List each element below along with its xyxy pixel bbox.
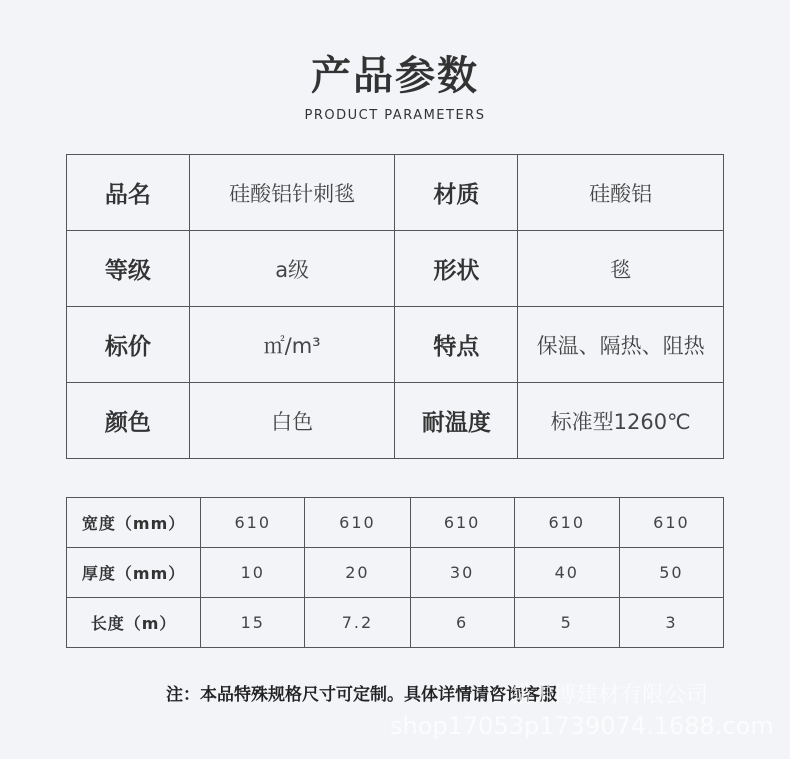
- param-key: 品名: [67, 155, 190, 231]
- page-title: 产品参数: [311, 53, 479, 99]
- spec-value: 610: [619, 498, 723, 548]
- param-value: 毯: [518, 231, 724, 307]
- param-key: 耐温度: [395, 383, 518, 459]
- param-key: 形状: [395, 231, 518, 307]
- param-key: 特点: [395, 307, 518, 383]
- specs-table: [66, 497, 724, 648]
- table-row: [67, 155, 724, 231]
- param-key: 等级: [67, 231, 190, 307]
- param-key: 材质: [395, 155, 518, 231]
- param-key: 颜色: [67, 383, 190, 459]
- parameters-table: [66, 154, 724, 459]
- spec-value: 610: [305, 498, 410, 548]
- spec-value: 40: [514, 548, 619, 598]
- param-value: 标准型1260℃: [518, 383, 724, 459]
- param-value: 保温、隔热、阻热: [518, 307, 724, 383]
- spec-label: 厚度（mm）: [67, 548, 201, 598]
- page-subtitle: PRODUCT PARAMETERS: [304, 108, 486, 123]
- spec-value: 15: [201, 598, 305, 648]
- table-row: [67, 231, 724, 307]
- spec-value: 10: [201, 548, 305, 598]
- spec-value: 30: [410, 548, 514, 598]
- table-row: [67, 598, 724, 648]
- table-row: [67, 498, 724, 548]
- table-row: [67, 548, 724, 598]
- custom-size-note: 注：本品特殊规格尺寸可定制。具体详情请咨询客服: [166, 685, 557, 705]
- spec-value: 20: [305, 548, 410, 598]
- spec-label: 宽度（mm）: [67, 498, 201, 548]
- param-value: ㎡/m³: [189, 307, 395, 383]
- watermark-url: shop17053p1739074.1688.com: [390, 712, 774, 740]
- param-value: 白色: [189, 383, 395, 459]
- spec-value: 610: [201, 498, 305, 548]
- table-row: [67, 383, 724, 459]
- spec-value: 610: [514, 498, 619, 548]
- spec-label: 长度（m）: [67, 598, 201, 648]
- spec-value: 610: [410, 498, 514, 548]
- spec-value: 5: [514, 598, 619, 648]
- param-value: a级: [189, 231, 395, 307]
- watermark-company: 猎卡博建材有限公司: [510, 683, 709, 708]
- param-key: 标价: [67, 307, 190, 383]
- spec-value: 3: [619, 598, 723, 648]
- spec-value: 6: [410, 598, 514, 648]
- spec-value: 7.2: [305, 598, 410, 648]
- param-value: 硅酸铝针刺毯: [189, 155, 395, 231]
- param-value: 硅酸铝: [518, 155, 724, 231]
- table-row: [67, 307, 724, 383]
- spec-value: 50: [619, 548, 723, 598]
